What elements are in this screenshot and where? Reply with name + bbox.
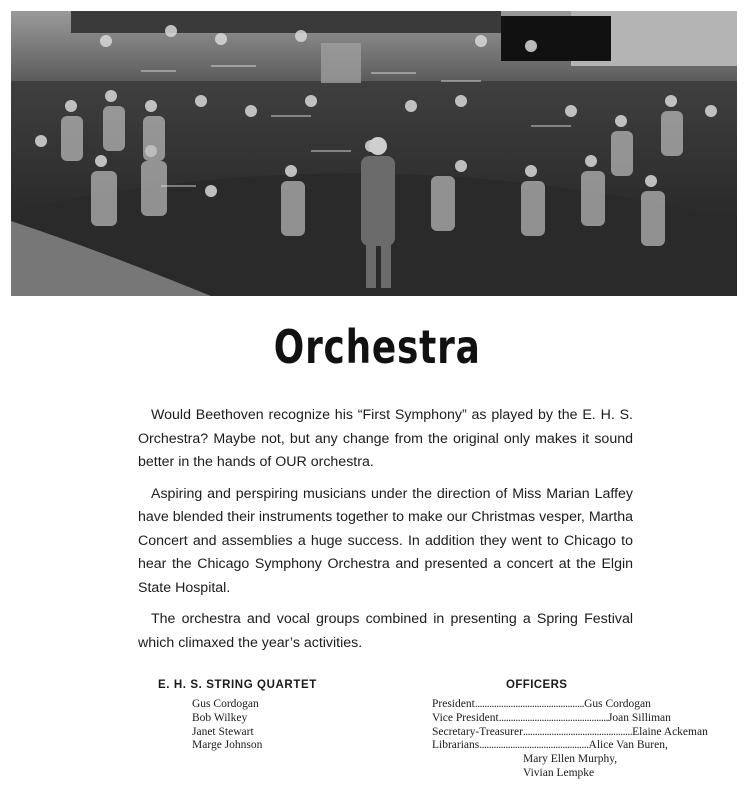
- officer-name: Gus Cordogan: [584, 698, 651, 710]
- officer-name: Elaine Ackeman: [632, 725, 708, 738]
- dot-leader: ..............................................: [479, 739, 589, 752]
- dot-leader: ..............................................: [498, 711, 608, 724]
- paragraph-2: Aspiring and perspiring musicians under the direction of Miss Marian Laffey have blended their instruments together to make our Christmas vesper, Martha Concert and assemblies a huge success. In addition they went to Chicago to hear the Chicago Symphony Orchestra and presented a concert at the Elgin State Hospital.: [138, 485, 633, 596]
- officer-extra-name: Mary Ellen Murphy,: [523, 753, 618, 766]
- quartet-member: Janet Stewart: [192, 725, 254, 738]
- quartet-list: [192, 698, 262, 753]
- quartet-heading: E. H. S. STRING QUARTET: [158, 679, 317, 691]
- officer-role: President: [432, 698, 475, 710]
- officer-row: [432, 725, 708, 740]
- article-body: [138, 404, 633, 663]
- quartet-member: Bob Wilkey: [192, 711, 248, 724]
- officer-role: Librarians: [432, 739, 480, 752]
- officers-heading: OFFICERS: [506, 679, 568, 691]
- dot-leader: ..............................................: [522, 725, 633, 738]
- paragraph-1: Would Beethoven recognize his “First Symphony” as played by the E. H. S. Orchestra? Maybe not, but any change from the original only makes it sound better in the hands of OUR orchestra.: [138, 407, 633, 470]
- officer-row: [432, 739, 668, 753]
- officer-name: Alice Van Buren,: [588, 739, 668, 752]
- officer-extra-name: Vivian Lempke: [523, 766, 595, 779]
- page-title: Orchestra: [273, 320, 481, 374]
- officer-role: Vice President: [432, 711, 499, 724]
- officer-row: [432, 698, 651, 712]
- officer-role: Secretary-Treasurer: [432, 725, 523, 738]
- orchestra-photo: [11, 11, 737, 296]
- dot-leader: ..............................................: [474, 698, 585, 710]
- quartet-member: Marge Johnson: [192, 739, 263, 752]
- paragraph-3: The orchestra and vocal groups combined in presenting a Spring Festival which climaxed the year’s activities.: [138, 611, 633, 651]
- officers-list: [432, 698, 708, 781]
- officer-name: Joan Silliman: [607, 711, 671, 724]
- quartet-member: Gus Cordogan: [192, 698, 259, 710]
- orchestra-rehearsal-photo-icon: [11, 11, 737, 296]
- officer-row: [432, 711, 671, 726]
